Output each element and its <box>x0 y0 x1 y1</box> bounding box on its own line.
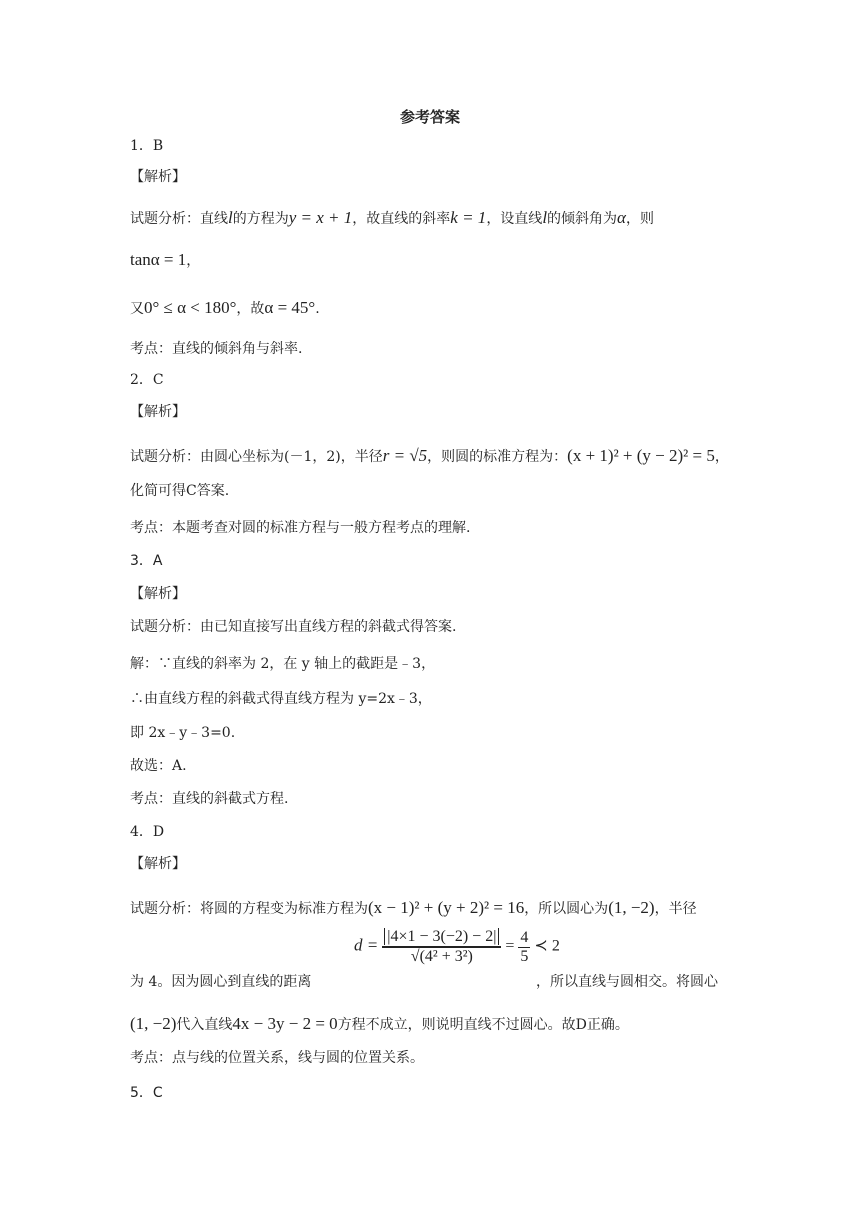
q3-analysis-line2: 解：∵直线的斜率为 2，在 y 轴上的截距是﹣3， <box>130 656 436 672</box>
q4-analysis-line3: (1, −2)代入直线4x − 3y − 2 = 0方程不成立，则说明直线不过圆心。故D正确。 <box>130 1014 629 1033</box>
q1-analysis-label: 【解析】 <box>130 169 186 185</box>
q4-analysis-label: 【解析】 <box>130 856 186 872</box>
q3-heading: 3．A <box>130 553 163 569</box>
q3-analysis-line1: 试题分析：由已知直接写出直线方程的斜截式得答案. <box>130 619 457 635</box>
q3-analysis-line3: ∴由直线方程的斜截式得直线方程为 y=2x﹣3， <box>130 691 432 707</box>
q4-distance-formula: d = $\frac{|4\times 1 - 3(-2) - 2|}{\text{√(4² + 3²)}}$ = $\frac{4}{5}$ ≺ 2 <box>354 928 560 965</box>
q4-analysis-line1: 试题分析：将圆的方程变为标准方程为(x − 1)² + (y + 2)² = 16，所以圆心为(1, −2)，半径 <box>130 898 697 917</box>
q1-analysis-line1: 试题分析：直线l的方程为y = x + 1，故直线的斜率k = 1，设直线l的倾斜角为α，则 <box>130 208 654 227</box>
q1-heading: 1．B <box>130 138 164 154</box>
q4-heading: 4．D <box>130 824 165 840</box>
q2-analysis-line1: 试题分析：由圆心坐标为(－1，2)，半径r = √5，则圆的标准方程为：(x + 1)² + (y − 2)² = 5， <box>130 446 729 465</box>
q2-analysis-line2: 化简可得C答案. <box>130 483 230 499</box>
q2-heading: 2．C <box>130 372 164 388</box>
q4-kaodian: 考点：点与线的位置关系，线与圆的位置关系。 <box>130 1050 424 1066</box>
q1-kaodian: 考点：直线的倾斜角与斜率. <box>130 341 303 357</box>
q2-analysis-label: 【解析】 <box>130 404 186 420</box>
q1-analysis-line2: tanα = 1， <box>130 250 201 269</box>
four-fifths-fraction: $\frac{4}{5}$ <box>520 928 529 965</box>
q1-analysis-line3: 又0° ≤ α < 180°，故α = 45°. <box>130 298 320 317</box>
q3-answer: 故选：A. <box>130 758 187 774</box>
q3-kaodian: 考点：直线的斜截式方程. <box>130 791 289 807</box>
q2-kaodian: 考点：本题考查对圆的标准方程与一般方程考点的理解. <box>130 520 471 536</box>
page-title: 参考答案 <box>399 108 460 126</box>
q4-analysis-line2-tail: ，所以直线与圆相交。将圆心 <box>536 974 718 990</box>
q3-analysis-label: 【解析】 <box>130 586 186 602</box>
q4-analysis-line2: 为 4。因为圆心到直线的距离 <box>130 974 312 990</box>
q5-heading: 5．C <box>130 1085 163 1101</box>
q3-analysis-line4: 即 2x﹣y﹣3=0. <box>130 725 236 741</box>
distance-fraction: $\frac{|4\times 1 - 3(-2) - 2|}{\text{√(4² + 3²)}}$ <box>382 928 501 966</box>
